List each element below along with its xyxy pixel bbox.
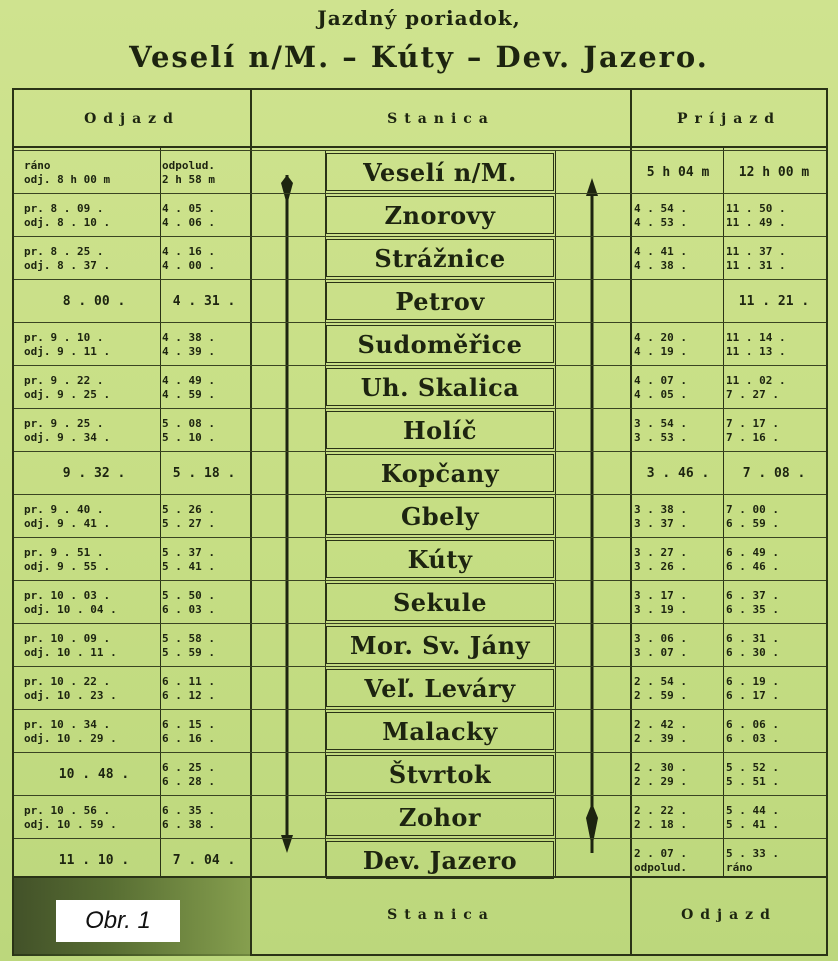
arrival-time: 4 . 41 . 4 . 38 . [634,244,687,272]
station-name: Veselí n/M. [326,153,554,191]
departure-time: pr. 10 . 34 . odj. 10 . 29 . [24,717,117,745]
departure-time-afternoon: 7 . 04 . [172,852,236,868]
departure-time: pr. 8 . 25 . odj. 8 . 37 . [24,244,111,272]
departure-time-afternoon: 4 . 38 . 4 . 39 . [162,330,215,358]
station-name: Zohor [326,798,554,836]
departure-time: pr. 9 . 22 . odj. 9 . 25 . [24,373,111,401]
station-name: Malacky [326,712,554,750]
departure-time: pr. 9 . 51 . odj. 9 . 55 . [24,545,111,573]
station-name: Veľ. Leváry [326,669,554,707]
table-row [14,236,826,279]
departure-time-afternoon: 5 . 18 . [172,465,236,481]
arrival-time: 4 . 07 . 4 . 05 . [634,373,687,401]
table-row [14,451,826,494]
arrival-time-second: 11 . 37 . 11 . 31 . [726,244,786,272]
timetable-title: Jazdný poriadok, [317,6,521,30]
departure-time-afternoon: odpolud. 2 h 58 m [162,158,215,186]
station-name: Dev. Jazero [326,841,554,879]
header-arrival: Príjazd [632,92,826,148]
header-departure: Odjazd [14,92,250,148]
arrival-time-second: 6 . 49 . 6 . 46 . [726,545,779,573]
departure-time-afternoon: 5 . 58 . 5 . 59 . [162,631,215,659]
table-row [14,580,826,623]
station-name: Kopčany [326,454,554,492]
departure-time: pr. 8 . 09 . odj. 8 . 10 . [24,201,111,229]
arrival-time-second: 7 . 17 . 7 . 16 . [726,416,779,444]
arrival-time-second: 6 . 37 . 6 . 35 . [726,588,779,616]
arrival-time-second: 7 . 00 . 6 . 59 . [726,502,779,530]
arrival-time-second: 11 . 21 . [738,293,810,309]
arrival-time: 3 . 17 . 3 . 19 . [634,588,687,616]
arrival-time: 3 . 46 . [646,465,710,481]
departure-time: 9 . 32 . [62,465,126,481]
departure-time: 8 . 00 . [62,293,126,309]
station-name: Petrov [326,282,554,320]
table-row [14,365,826,408]
departure-time: pr. 9 . 10 . odj. 9 . 11 . [24,330,111,358]
departure-time-afternoon: 6 . 35 . 6 . 38 . [162,803,215,831]
departure-time-afternoon: 5 . 37 . 5 . 41 . [162,545,215,573]
station-name: Uh. Skalica [326,368,554,406]
departure-time: pr. 10 . 22 . odj. 10 . 23 . [24,674,117,702]
arrival-time: 3 . 54 . 3 . 53 . [634,416,687,444]
departure-time-afternoon: 4 . 49 . 4 . 59 . [162,373,215,401]
arrival-time-second: 5 . 33 . ráno [726,846,779,874]
arrival-time-second: 6 . 19 . 6 . 17 . [726,674,779,702]
station-name: Mor. Sv. Jány [326,626,554,664]
arrival-time: 3 . 27 . 3 . 26 . [634,545,687,573]
arrival-time-second: 7 . 08 . [742,465,806,481]
arrival-time: 2 . 30 . 2 . 29 . [634,760,687,788]
departure-time-afternoon: 6 . 15 . 6 . 16 . [162,717,215,745]
station-name: Štvrtok [326,755,554,793]
departure-time-afternoon: 4 . 16 . 4 . 00 . [162,244,215,272]
table-row [14,279,826,322]
departure-time-afternoon: 5 . 50 . 6 . 03 . [162,588,215,616]
arrival-time: 5 h 04 m [646,164,710,180]
route-title: Veselí n/M. – Kúty – Dev. Jazero. [129,40,709,74]
arrival-time: 2 . 42 . 2 . 39 . [634,717,687,745]
station-name: Kúty [326,540,554,578]
arrival-time-second: 11 . 14 . 11 . 13 . [726,330,786,358]
arrival-time: 2 . 54 . 2 . 59 . [634,674,687,702]
figure-caption: Obr. 1 [56,900,180,942]
header-station: Stanica [252,92,630,148]
arrival-time-second: 5 . 44 . 5 . 41 . [726,803,779,831]
arrival-time: 4 . 54 . 4 . 53 . [634,201,687,229]
table-row [14,709,826,752]
departure-time: pr. 9 . 25 . odj. 9 . 34 . [24,416,111,444]
table-row [14,666,826,709]
arrival-time [634,280,722,323]
arrival-time-second: 5 . 52 . 5 . 51 . [726,760,779,788]
arrival-time: 2 . 22 . 2 . 18 . [634,803,687,831]
departure-time: pr. 10 . 03 . odj. 10 . 04 . [24,588,117,616]
table-row [14,150,826,193]
arrival-time-second: 11 . 02 . 7 . 27 . [726,373,786,401]
departure-time: pr. 10 . 09 . odj. 10 . 11 . [24,631,117,659]
station-name: Znorovy [326,196,554,234]
table-row [14,494,826,537]
footer-departure: Odjazd [681,907,777,923]
station-name: Holíč [326,411,554,449]
departure-time-afternoon: 6 . 25 . 6 . 28 . [162,760,215,788]
footer-line [14,876,826,878]
table-row [14,752,826,795]
table-row [14,623,826,666]
table-row [14,322,826,365]
departure-time: pr. 10 . 56 . odj. 10 . 59 . [24,803,117,831]
station-name: Gbely [326,497,554,535]
departure-time-afternoon: 4 . 31 . [172,293,236,309]
departure-time-afternoon: 4 . 05 . 4 . 06 . [162,201,215,229]
table-row [14,795,826,838]
station-name: Sekule [326,583,554,621]
arrival-time: 4 . 20 . 4 . 19 . [634,330,687,358]
arrival-time-second: 11 . 50 . 11 . 49 . [726,201,786,229]
departure-time: pr. 9 . 40 . odj. 9 . 41 . [24,502,111,530]
arrival-time-second: 12 h 00 m [738,164,810,180]
table-row [14,193,826,236]
arrival-time-second: 6 . 31 . 6 . 30 . [726,631,779,659]
departure-time: ráno odj. 8 h 00 m [24,158,111,186]
footer-station: Stanica [387,907,495,923]
station-name: Sudoměřice [326,325,554,363]
departure-time-afternoon: 6 . 11 . 6 . 12 . [162,674,215,702]
station-name: Strážnice [326,239,554,277]
table-row [14,408,826,451]
table-row [14,838,826,881]
departure-time: 11 . 10 . [58,852,130,868]
arrival-time-second: 6 . 06 . 6 . 03 . [726,717,779,745]
departure-time-afternoon: 5 . 08 . 5 . 10 . [162,416,215,444]
departure-time: 10 . 48 . [58,766,130,782]
arrival-time: 2 . 07 . odpolud. [634,846,687,874]
departure-time-afternoon: 5 . 26 . 5 . 27 . [162,502,215,530]
arrival-time: 3 . 06 . 3 . 07 . [634,631,687,659]
table-row [14,537,826,580]
arrival-time: 3 . 38 . 3 . 37 . [634,502,687,530]
